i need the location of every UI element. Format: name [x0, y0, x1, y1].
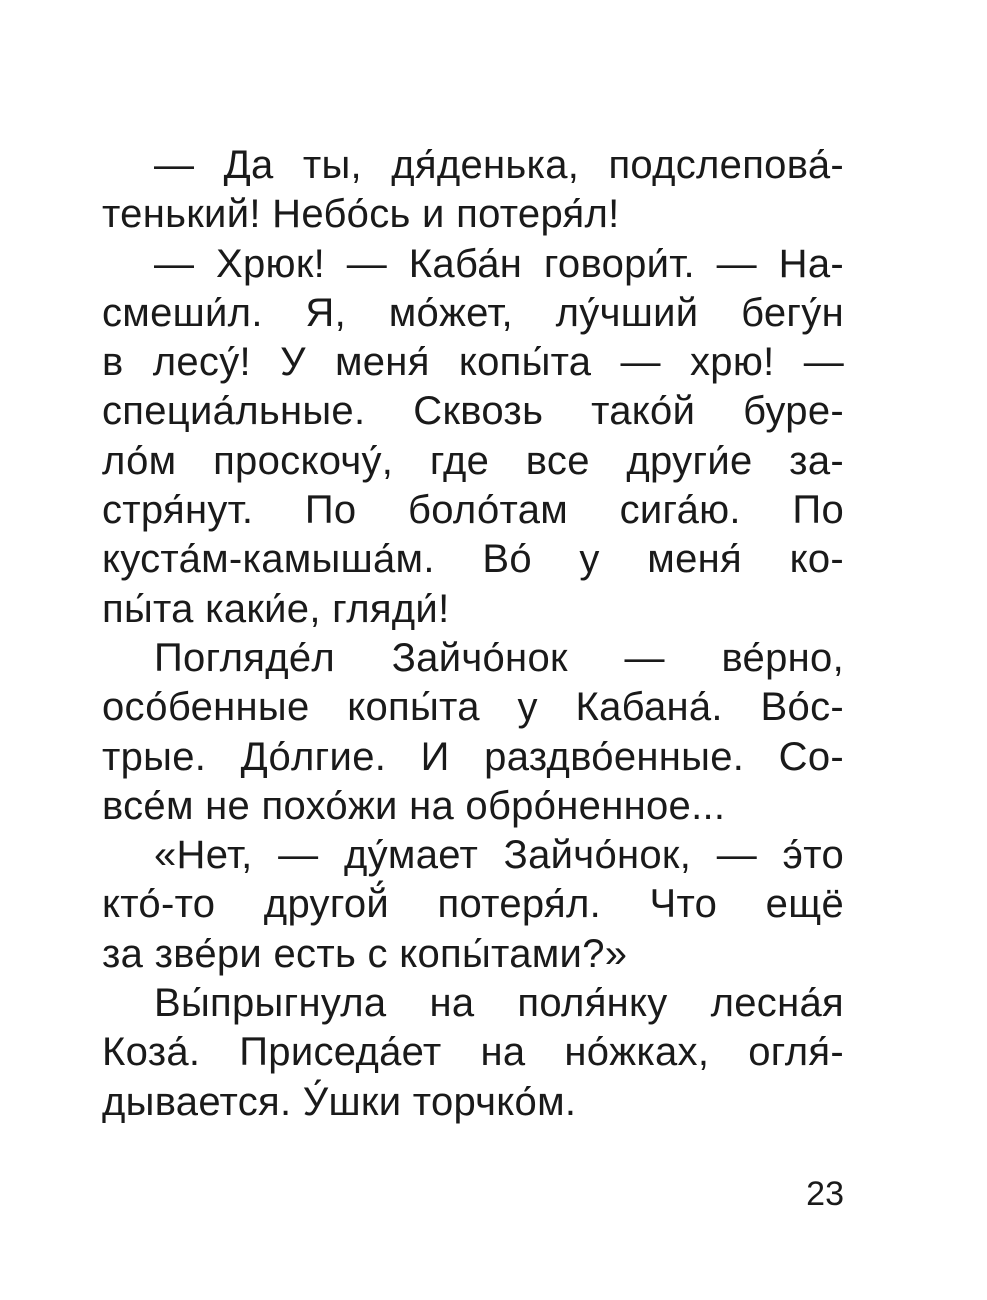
text-line: — Да ты, дя́денька, подслепова́-	[154, 143, 844, 187]
text-line: трые. До́лгие. И раздво́енные. Со-	[102, 734, 844, 779]
text-line: — Хрюк! — Каба́н говори́т. — На-	[154, 241, 844, 286]
text-line: куста́м-камыша́м. Во́ у меня́ ко-	[102, 537, 844, 582]
text-line: смеши́л. Я, мо́жет, лу́чший бегу́н	[102, 290, 844, 335]
text-line: все́м не похо́жи на обро́ненное...	[102, 783, 726, 828]
text-line: стря́нут. По боло́там сига́ю. По	[102, 488, 844, 533]
text-line: Коза́. Приседа́ет на но́жках, огля́-	[102, 1030, 844, 1075]
text-line: осо́бенные копы́та у Кабана́. Во́с-	[102, 685, 844, 730]
text-line: дывается. У́шки торчко́м.	[102, 1079, 577, 1124]
text-line: Вы́прыгнула на поля́нку лесна́я	[154, 981, 844, 1026]
text-line: специа́льные. Сквозь тако́й буре-	[102, 389, 844, 434]
text-line: тенький! Небо́сь и потеря́л!	[102, 192, 620, 237]
text-line: в лесу́! У меня́ копы́та — хрю! —	[102, 340, 844, 385]
text-line: кто́-то другой́ потеря́л. Что ещё	[102, 882, 844, 927]
text-line: пы́та каки́е, гляди́!	[102, 586, 450, 631]
text-line: за зве́ри есть с копы́тами?»	[102, 931, 628, 976]
text-line: Погляде́л Зайчо́нок — ве́рно,	[154, 635, 844, 680]
body-text	[102, 141, 844, 1127]
text-line: «Нет, — ду́мает Зайчо́нок, — э́то	[154, 833, 844, 878]
text-line: ло́м проскочу́, где все други́е за-	[102, 438, 844, 483]
page-number: 23	[806, 1175, 844, 1213]
